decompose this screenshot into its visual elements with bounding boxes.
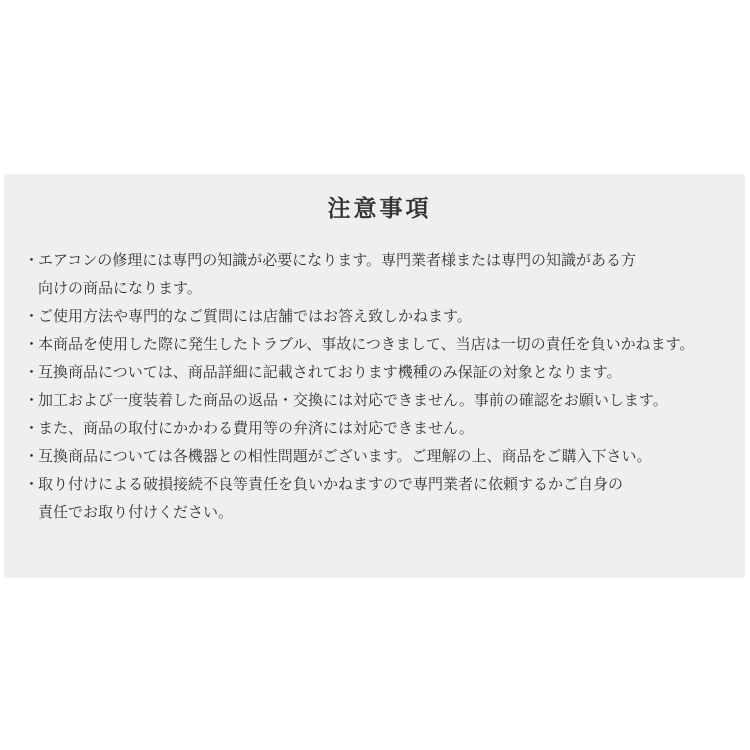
notice-item-2 [24,302,735,330]
notice-item-text: また、商品の取付にかかわる費用等の弁済には対応できません。 [38,419,474,437]
notice-item-text: 互換商品については各機器との相性問題がございます。ご理解の上、商品をご購入下さい。 [38,447,652,465]
notice-item-text: 本商品を使用した際に発生したトラブル、事故につきまして、当店は一切の責任を負いかねます。 [38,335,695,353]
notice-item-text: エアコンの修理には専門の知識が必要になります。専門業者様または専門の知識がある方 向けの商品になります。 [38,251,637,297]
notice-item-8 [24,470,735,526]
notice-item-1 [24,246,735,302]
notice-item-text: 互換商品については、商品詳細に記載されております機種のみ保証の対象となります。 [38,363,622,381]
bullet-mark: ・ [24,335,40,353]
bullet-mark: ・ [24,307,40,325]
notice-item-6 [24,414,735,442]
bullet-mark: ・ [24,363,40,381]
notice-item-3 [24,330,735,358]
notice-item-text: 取り付けによる破損接続不良等責任を負いかねますので専門業者に依頼するかご自身の 責任でお取り付けください。 [38,475,624,521]
notice-item-text: ご使用方法や専門的なご質問には店舗ではお答え致しかねます。 [38,307,472,325]
notice-item-text: 加工および一度装着した商品の返品・交換には対応できません。事前の確認をお願いします。 [38,391,668,409]
bullet-mark: ・ [24,251,40,269]
notice-item-5 [24,386,735,414]
notice-item-4 [24,358,735,386]
notice-box [4,174,745,578]
notice-item-7 [24,442,735,470]
bullet-mark: ・ [24,447,40,465]
notice-title: 注意事項 [327,196,432,222]
notice-list [24,246,735,526]
bullet-mark: ・ [24,419,40,437]
bullet-mark: ・ [24,391,40,409]
bullet-mark: ・ [24,475,40,493]
